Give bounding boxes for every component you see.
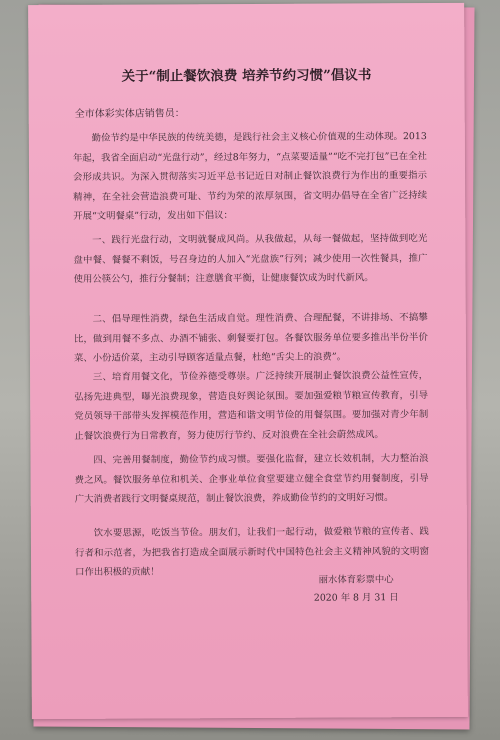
salutation: 全市体彩实体店销售员： bbox=[74, 108, 185, 120]
document-sheet bbox=[28, 3, 468, 719]
paragraph-proposal-2: 二、倡导理性消费，绿色生活成自觉。理性消费、合理配餐，不讲排场、不搞攀比，做到用餐不多点、办酒不铺张、剩餐要打包。各餐饮服务单位要多推出半份半价菜、小份适价菜，主动引导顾客适量点餐，杜绝“舌尖上的浪费”。 bbox=[73, 312, 428, 364]
signature-organization: 丽水体育彩票中心 bbox=[318, 574, 394, 586]
paragraph-intro: 勤俭节约是中华民族的传统美德，是践行社会主义核心价值观的生动体现。2013年起，我省全面启动“光盘行动”，经过8年努力，“点菜要适量”“吃不完打包”已在全社会形成共识。为深入贯彻落实习近平总书记近日对制止餐饮浪费行为作出的重要指示精神，在全社会营造浪费可耻、节约为荣的浓厚氛围，省文明办倡导在全省广泛持续开展“文明餐桌”行动，发出如下倡议： bbox=[72, 131, 428, 222]
paragraph-closing: 饮水要思源，吃饭当节俭。朋友们，让我们一起行动，做爱粮节粮的宣传者、践行者和示范者，为把我省打造成全面展示新时代中国特色社会主义精神风貌的文明窗口作出积极的贡献！ bbox=[74, 526, 430, 578]
paragraph-proposal-1: 一、践行光盘行动，文明就餐成风尚。从我做起，从每一餐做起，坚持做到吃光盘中餐、餐餐不剩饭，号召身边的人加入“光盘族”行列；减少使用一次性餐具，推广使用公筷公勺，推行分餐制；注意膳食平衡，让健康餐饮成为时代新风。 bbox=[73, 233, 428, 285]
document-title: 关于“制止餐饮浪费 培养节约习惯”倡议书 bbox=[121, 67, 372, 85]
paragraph-proposal-3: 三、培育用餐文化，节俭养德受尊崇。广泛持续开展制止餐饮浪费公益性宣传，弘扬先进典型，曝光浪费现象，营造良好舆论氛围。要加强爱粮节粮宣传教育，引导党员领导干部带头发挥模范作用，营造和谐文明节俭的用餐氛围。要加强对青少年制止餐饮浪费行为日常教育，努力使厉行节约、反对浪费在全社会蔚然成风。 bbox=[74, 370, 429, 442]
signature-date: 2020 年 8 月 31 日 bbox=[313, 592, 399, 604]
paragraph-proposal-4: 四、完善用餐制度，勤俭节约成习惯。要强化监督，建立长效机制，大力整治浪费之风。餐饮服务单位和机关、企事业单位食堂要建立健全食堂节约用餐制度，引导广大消费者践行文明餐桌规范，制止餐饮浪费，养成勤俭节约的文明好习惯。 bbox=[74, 453, 429, 505]
